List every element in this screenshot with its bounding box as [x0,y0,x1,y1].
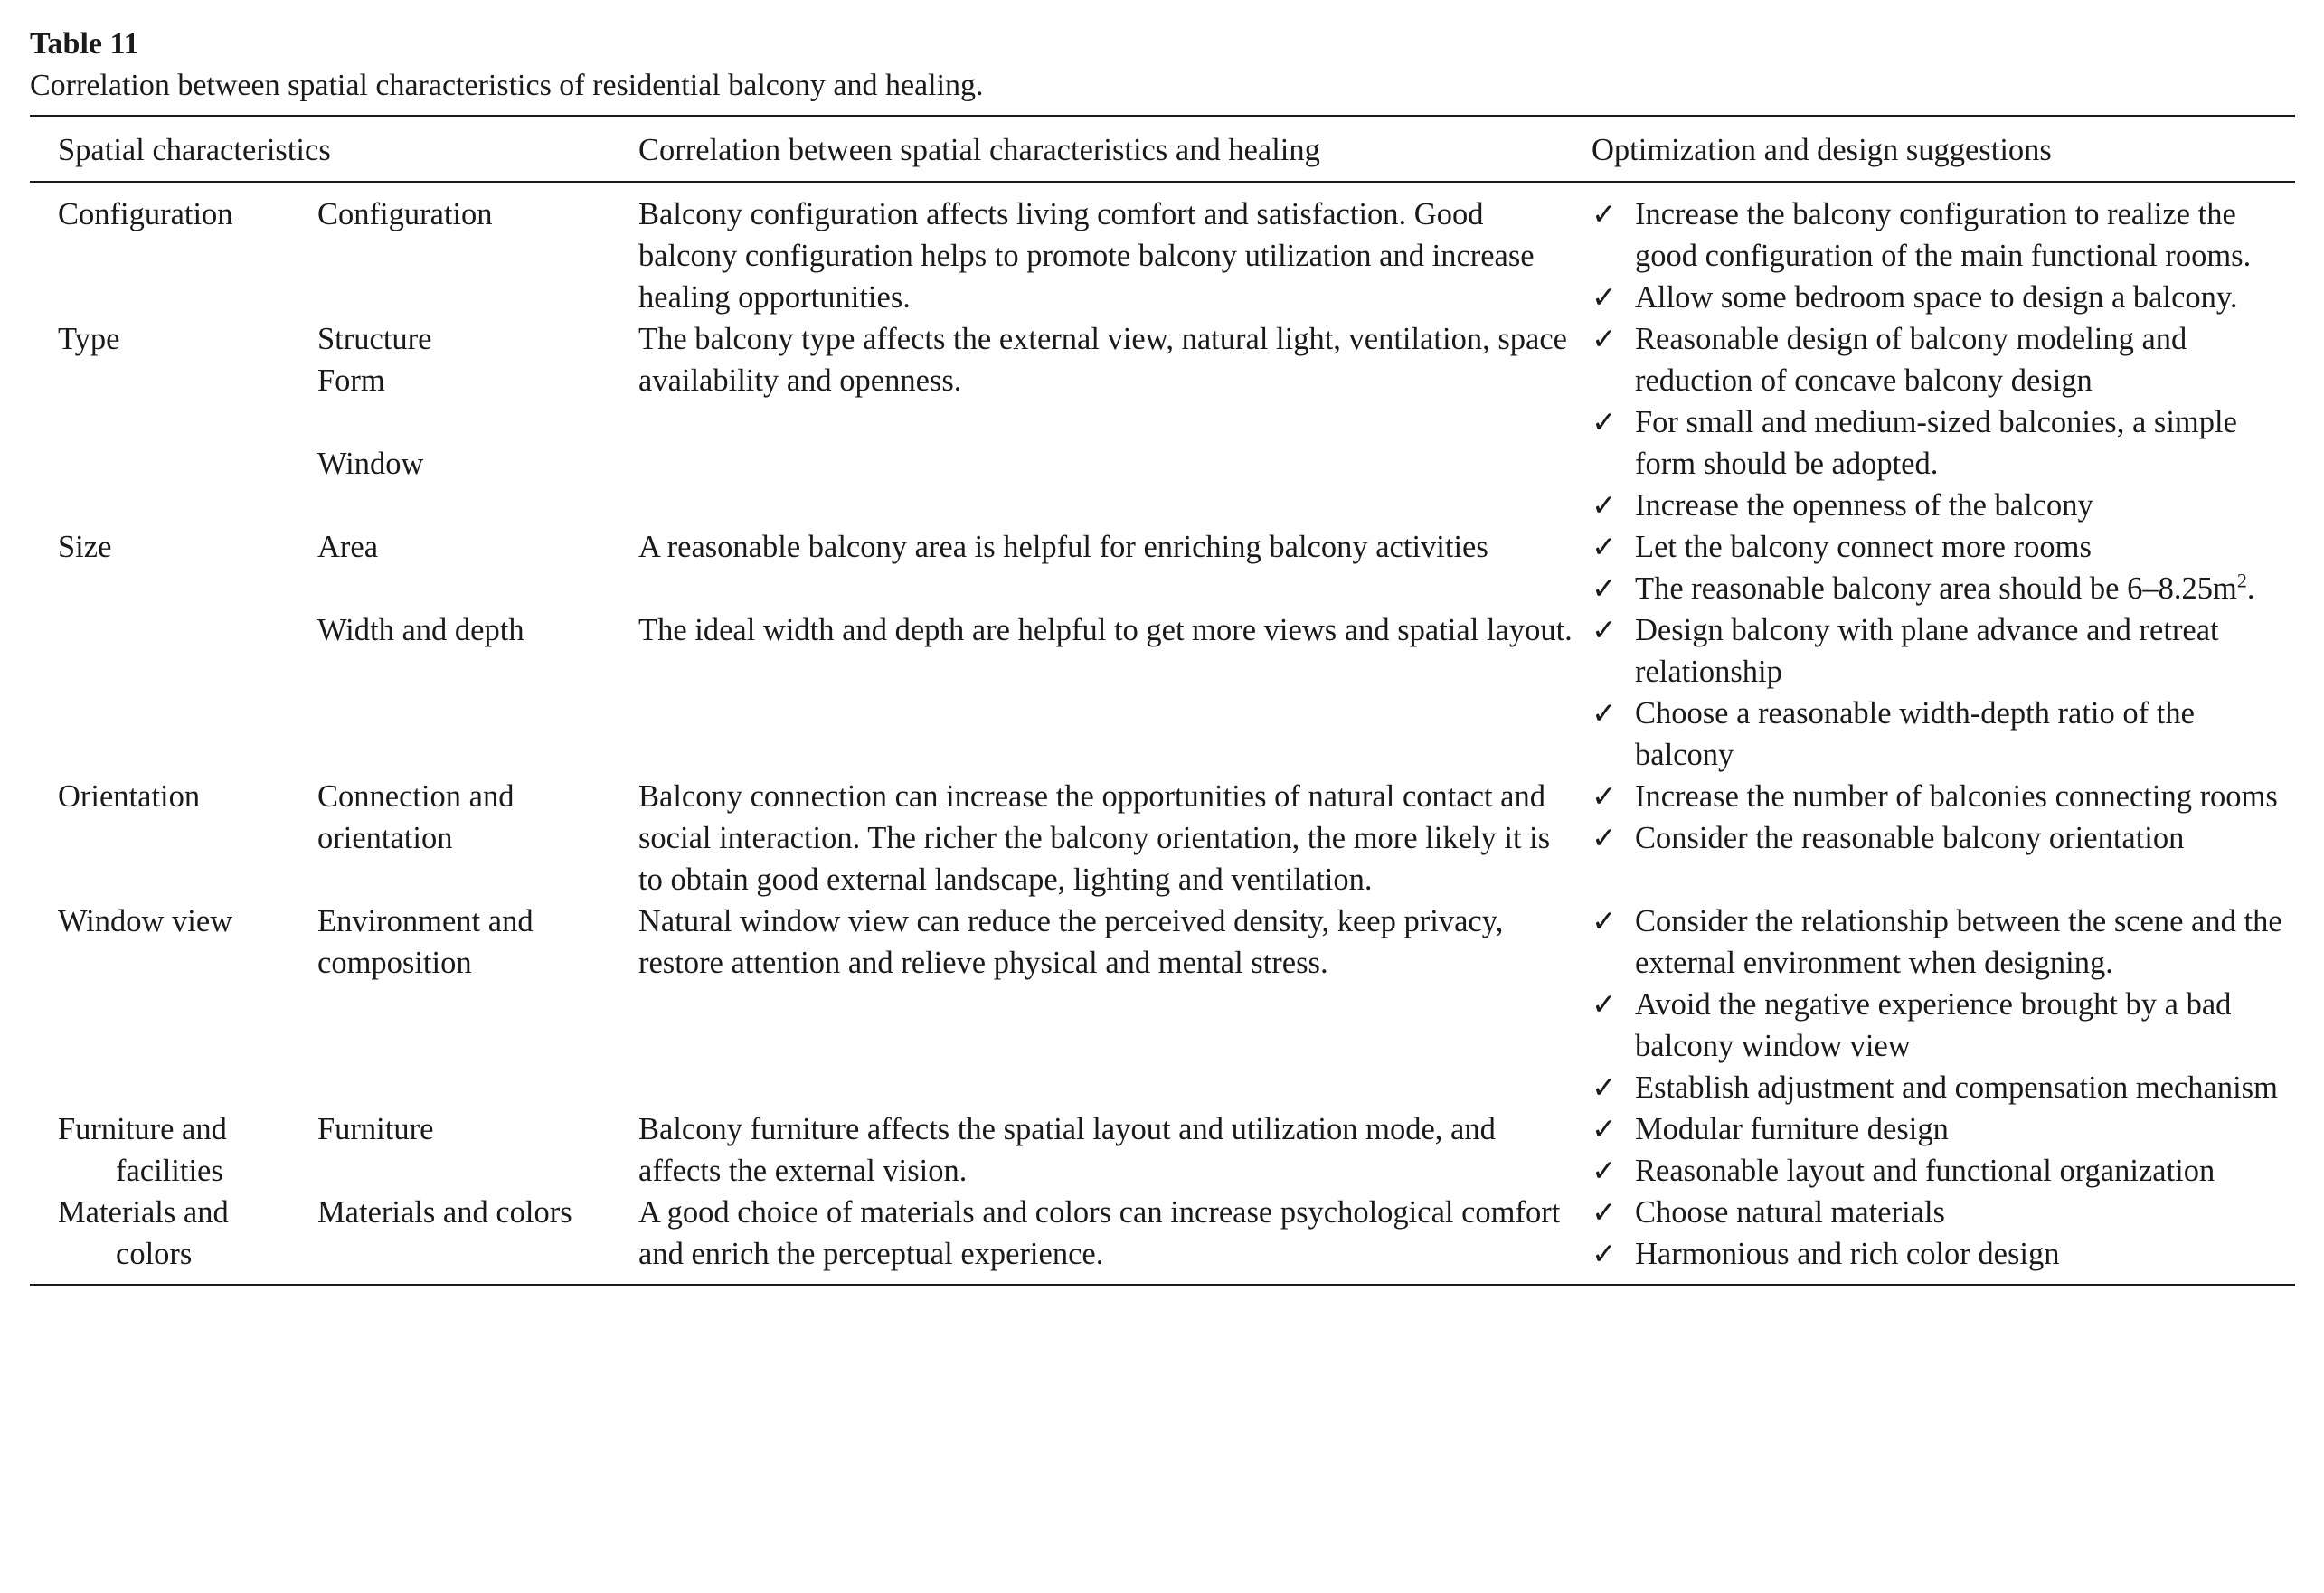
superscript-exponent: 2 [2236,569,2247,592]
check-icon: ✓ [1592,321,1617,356]
suggestion-item [1592,984,2295,1067]
suggestion-item [1592,1192,2295,1233]
suggestions-cell [1592,900,2295,1108]
table-caption: Correlation between spatial characteristics of residential balcony and healing. [30,69,984,102]
suggestions-cell [1592,609,2295,776]
header-spatial-characteristics: Spatial characteristics [58,133,331,167]
correlation-cell: The balcony type affects the external view, natural light, ventilation, space availability and openness. [638,322,1567,398]
suggestion-text: Modular furniture design [1635,1112,1949,1146]
table-row [30,1192,2295,1285]
suggestion-text: Design balcony with plane advance and retreat relationship [1635,613,2219,689]
suggestion-text: Increase the openness of the balcony [1635,488,2093,523]
suggestion-item [1592,1150,2295,1192]
correlation-table [30,115,2295,1286]
suggestion-item [1592,1233,2295,1275]
check-icon: ✓ [1592,404,1617,439]
category-line-2: colors [116,1237,193,1271]
category-cell: Window view [58,904,233,938]
suggestions-cell [1592,318,2295,526]
check-icon: ✓ [1592,612,1617,647]
check-icon: ✓ [1592,529,1617,564]
check-icon: ✓ [1592,570,1617,606]
suggestion-text: Consider the relationship between the scene and the external environment when designing. [1635,904,2282,980]
check-icon: ✓ [1592,820,1617,855]
suggestion-text: Choose natural materials [1635,1195,1945,1230]
category-cell-empty [30,609,317,776]
correlation-cell: A good choice of materials and colors can increase psychological comfort and enrich the perceptual experience. [638,1195,1561,1271]
check-icon: ✓ [1592,487,1617,523]
check-icon: ✓ [1592,903,1617,938]
document-page [30,24,2295,1271]
check-icon: ✓ [1592,1111,1617,1146]
suggestion-text: Reasonable design of balcony modeling and reduction of concave balcony design [1635,322,2187,398]
suggestion-item [1592,318,2295,401]
check-icon: ✓ [1592,279,1617,315]
suggestions-cell [1592,526,2295,609]
suggestion-text: For small and medium-sized balconies, a simple form should be adopted. [1635,405,2237,481]
suggestion-text: Choose a reasonable width-depth ratio of the balcony [1635,696,2195,772]
correlation-cell: Balcony connection can increase the opportunities of natural contact and social interaction. The richer the balcony orientation, the more likely it is to obtain good external landscape, lighting and ventilation. [638,779,1551,897]
correlation-cell: A reasonable balcony area is helpful for enriching balcony activities [638,530,1488,564]
table-label: Table 11 [30,27,139,61]
correlation-cell: Natural window view can reduce the perceived density, keep privacy, restore attention and relieve physical and mental stress. [638,904,1504,980]
suggestion-text: Let the balcony connect more rooms [1635,530,2092,564]
suggestion-item [1592,568,2295,609]
subcategory-cell: Materials and colors [317,1195,572,1230]
suggestion-item [1592,193,2295,277]
check-icon: ✓ [1592,1194,1617,1230]
table-row [30,609,2295,776]
category-cell: Size [58,530,112,564]
table-row [30,900,2295,1108]
category-line-2: facilities [116,1154,223,1188]
suggestion-text-suffix: . [2246,571,2255,606]
subcategory-structure: Structure [317,322,432,356]
table-row [30,1108,2295,1192]
table-row [30,182,2295,318]
table-header-row [30,116,2295,182]
table-row [30,526,2295,609]
check-icon: ✓ [1592,1070,1617,1105]
header-correlation: Correlation between spatial characteristics and healing [638,133,1320,167]
check-icon: ✓ [1592,778,1617,814]
check-icon: ✓ [1592,1153,1617,1188]
table-row [30,318,2295,526]
check-icon: ✓ [1592,986,1617,1022]
subcategory-cell: Configuration [317,197,493,231]
check-icon: ✓ [1592,1236,1617,1271]
suggestion-item [1592,776,2295,817]
check-icon: ✓ [1592,196,1617,231]
suggestions-cell [1592,182,2295,318]
subcategory-cell: Connection and orientation [317,779,515,855]
subcategory-cell: Furniture [317,1112,434,1146]
category-line-1: Materials and [58,1195,229,1230]
suggestion-item [1592,401,2295,485]
suggestion-text: Consider the reasonable balcony orientation [1635,821,2185,855]
suggestions-cell [1592,1108,2295,1192]
category-cell [30,1108,317,1192]
subcategory-cell: Environment and composition [317,904,534,980]
category-line-1: Furniture and [58,1112,227,1146]
category-cell: Orientation [58,779,201,814]
suggestion-item [1592,277,2295,318]
subcategory-cell: Area [317,530,379,564]
correlation-cell: Balcony configuration affects living comfort and satisfaction. Good balcony configuration helps to promote balcony utilization and increase healing opportunities. [638,197,1535,315]
suggestion-item [1592,609,2295,693]
suggestion-text: Increase the number of balconies connecting rooms [1635,779,2278,814]
subcategory-cell: Width and depth [317,613,524,647]
suggestion-text: Establish adjustment and compensation mechanism [1635,1070,2278,1105]
category-cell [30,1192,317,1285]
subcategory-form: Form [317,363,385,398]
suggestion-text: Increase the balcony configuration to realize the good configuration of the main functional rooms. [1635,197,2252,273]
correlation-cell: Balcony furniture affects the spatial layout and utilization mode, and affects the external vision. [638,1112,1496,1188]
check-icon: ✓ [1592,695,1617,731]
suggestions-cell [1592,1192,2295,1285]
subcategory-window: Window [317,447,424,481]
suggestion-text: Reasonable layout and functional organization [1635,1154,2215,1188]
suggestion-text: Avoid the negative experience brought by a bad balcony window view [1635,987,2232,1063]
suggestion-item [1592,900,2295,984]
suggestion-text-prefix: The reasonable balcony area should be 6–8.25m [1635,571,2237,606]
subcategory-cell [317,318,638,526]
suggestion-text: Harmonious and rich color design [1635,1237,2060,1271]
suggestion-text: Allow some bedroom space to design a balcony. [1635,280,2238,315]
suggestion-item [1592,526,2295,568]
suggestion-item [1592,1108,2295,1150]
suggestion-item [1592,693,2295,776]
table-row [30,776,2295,900]
suggestions-cell [1592,776,2295,900]
suggestion-item [1592,817,2295,859]
suggestion-item [1592,1067,2295,1108]
subcategory-spacer [317,401,638,443]
correlation-cell: The ideal width and depth are helpful to get more views and spatial layout. [638,613,1573,647]
suggestion-item [1592,485,2295,526]
category-cell: Type [58,322,120,356]
header-suggestions: Optimization and design suggestions [1592,133,2052,167]
category-cell: Configuration [58,197,233,231]
